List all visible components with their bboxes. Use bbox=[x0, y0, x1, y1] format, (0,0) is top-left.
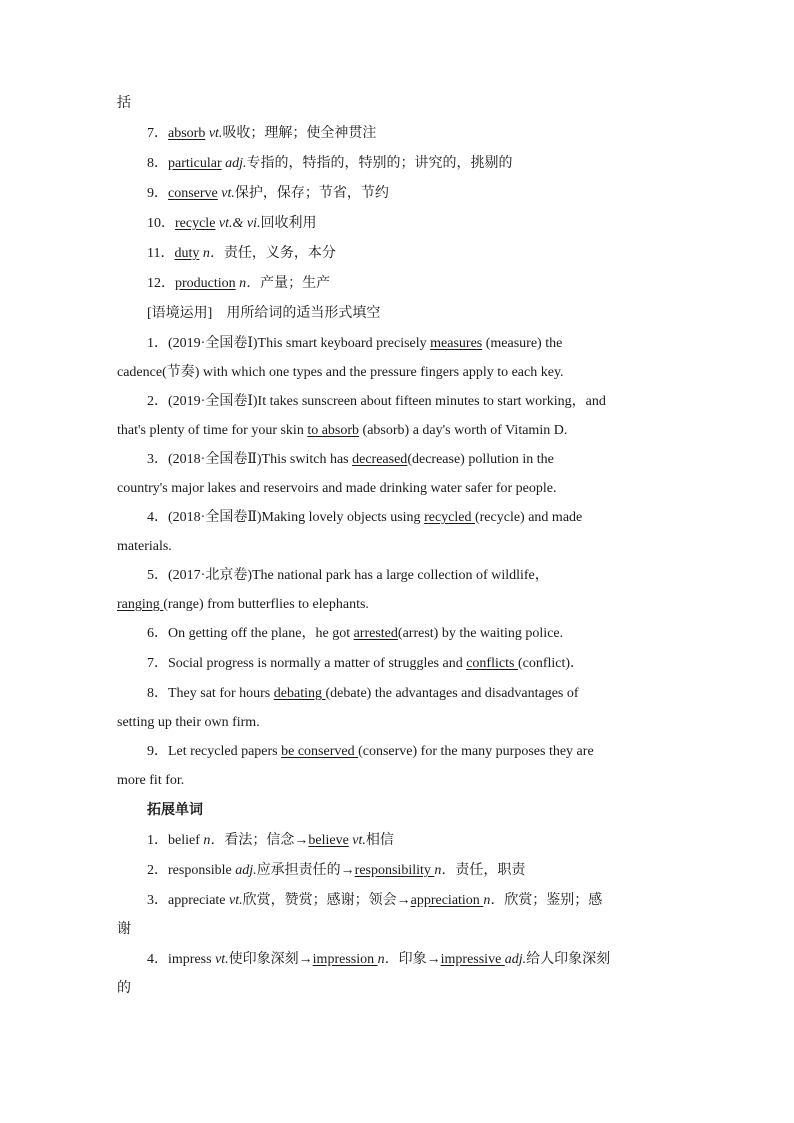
intro-tail: 括 bbox=[117, 96, 131, 111]
answer-blank: measures bbox=[430, 336, 483, 351]
exercise-continuation: ranging (range) from butterflies to elephants. bbox=[117, 597, 369, 612]
vocab-word: absorb bbox=[168, 126, 206, 141]
vocab-item: 10．recycle vt.& vi.回收利用 bbox=[147, 216, 317, 231]
answer-blank: impression bbox=[312, 952, 378, 967]
exercise-continuation: cadence(节奏) with which one types and the pressure fingers apply to each key. bbox=[117, 365, 564, 380]
answer-blank: to absorb bbox=[307, 423, 360, 438]
exercise-continuation: that's plenty of time for your skin to absorb (absorb) a day's worth of Vitamin D. bbox=[117, 423, 568, 438]
extension-item: 4．impress vt.使印象深刻→impression n．印象→impressive adj.给人印象深刻 bbox=[147, 952, 611, 967]
vocab-word: production bbox=[175, 276, 236, 291]
answer-blank: decreased bbox=[352, 452, 408, 467]
exercise-item: 6．On getting off the plane，he got arrested(arrest) by the waiting police. bbox=[147, 626, 564, 641]
answer-blank: conflicts bbox=[466, 656, 518, 671]
extension-continuation: 谢 bbox=[117, 922, 131, 937]
answer-blank: appreciation bbox=[410, 893, 484, 908]
extension-item: 2．responsible adj.应承担责任的→responsibility n．责任，职责 bbox=[147, 863, 526, 878]
answer-blank: impressive bbox=[440, 952, 505, 967]
section-heading-context: [语境运用] 用所给词的适当形式填空 bbox=[147, 306, 381, 321]
exercise-continuation: more fit for. bbox=[117, 773, 185, 788]
exercise-item: 8．They sat for hours debating (debate) the advantages and disadvantages of bbox=[147, 686, 579, 701]
section-heading-extension: 拓展单词 bbox=[147, 803, 203, 818]
exercise-item: 1．(2019·全国卷Ⅰ)This smart keyboard precisely measures (measure) the bbox=[147, 336, 563, 351]
answer-blank: recycled bbox=[424, 510, 475, 525]
answer-blank: be conserved bbox=[281, 744, 359, 759]
vocab-word: particular bbox=[168, 156, 222, 171]
extension-item: 3．appreciate vt.欣赏，赞赏；感谢；领会→appreciation n．欣赏；鉴别；感 bbox=[147, 893, 603, 908]
vocab-word: recycle bbox=[175, 216, 216, 231]
vocab-item: 8．particular adj.专指的，特指的，特别的；讲究的，挑剔的 bbox=[147, 156, 513, 171]
exercise-item: 9．Let recycled papers be conserved (conserve) for the many purposes they are bbox=[147, 744, 594, 759]
vocab-item: 7．absorb vt.吸收；理解；使全神贯注 bbox=[147, 126, 377, 141]
exercise-continuation: country's major lakes and reservoirs and made drinking water safer for people. bbox=[117, 481, 557, 496]
document-body bbox=[117, 94, 677, 999]
vocab-word: conserve bbox=[168, 186, 218, 201]
exercise-item: 4．(2018·全国卷Ⅱ)Making lovely objects using recycled (recycle) and made bbox=[147, 510, 583, 525]
exercise-item: 2．(2019·全国卷Ⅰ)It takes sunscreen about fifteen minutes to start working，and bbox=[147, 394, 606, 409]
exercise-item: 7．Social progress is normally a matter of struggles and conflicts (conflict)． bbox=[147, 656, 585, 671]
vocab-item: 9．conserve vt.保护，保存；节省，节约 bbox=[147, 186, 389, 201]
exercise-continuation: materials. bbox=[117, 539, 172, 554]
extension-item: 1．belief n．看法；信念→believe vt.相信 bbox=[147, 833, 394, 848]
vocab-item: 12．production n．产量；生产 bbox=[147, 276, 331, 291]
exercise-item: 3．(2018·全国卷Ⅱ)This switch has decreased(decrease) pollution in the bbox=[147, 452, 554, 467]
exercise-item: 5．(2017·北京卷)The national park has a large collection of wildlife， bbox=[147, 568, 549, 583]
extension-continuation: 的 bbox=[117, 981, 131, 996]
answer-blank: debating bbox=[273, 686, 326, 701]
answer-blank: believe bbox=[308, 833, 349, 848]
exercise-continuation: setting up their own firm. bbox=[117, 715, 260, 730]
answer-blank: arrested bbox=[353, 626, 398, 641]
answer-blank: responsibility bbox=[354, 863, 435, 878]
vocab-item: 11．duty n．责任，义务，本分 bbox=[147, 246, 336, 261]
answer-blank: ranging bbox=[117, 597, 164, 612]
vocab-word: duty bbox=[174, 246, 200, 261]
